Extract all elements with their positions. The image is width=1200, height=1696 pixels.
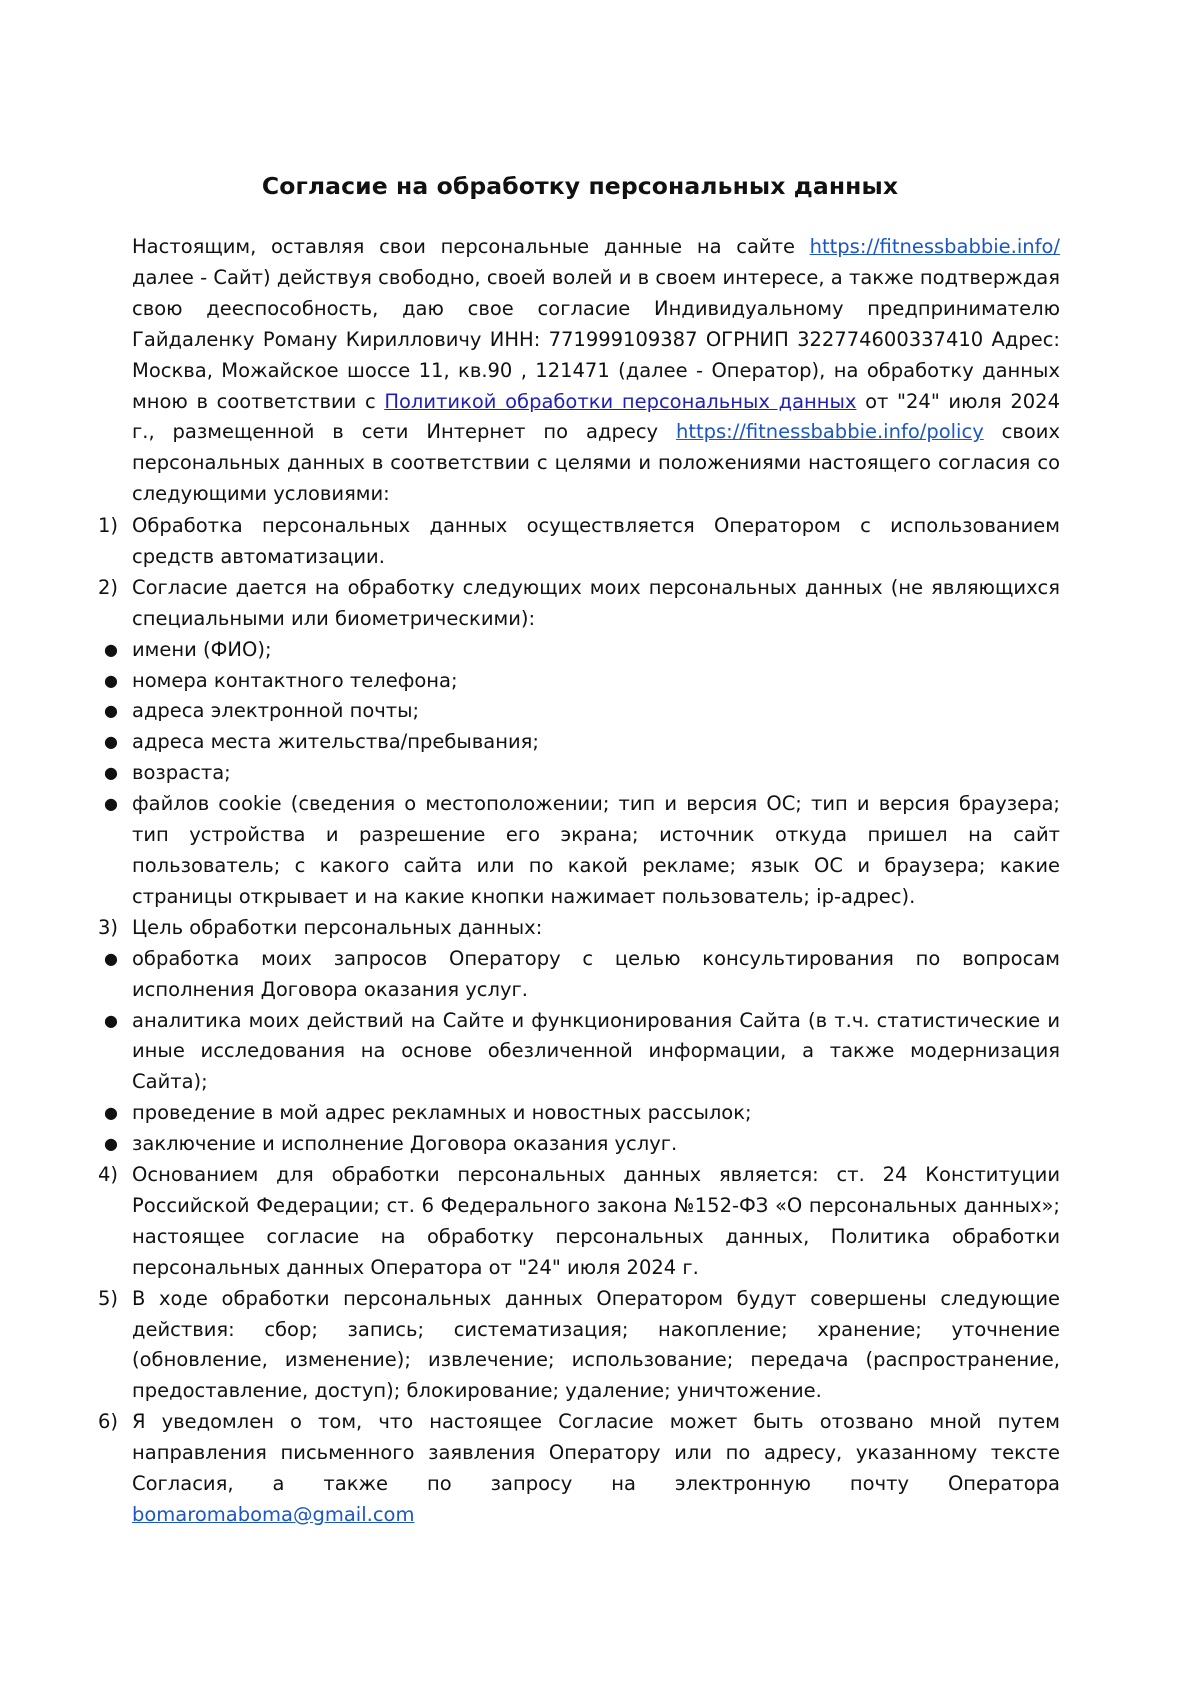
bullet-icon: ● (104, 763, 118, 783)
bullet-icon: ● (104, 670, 118, 690)
bullet-icon: ● (104, 1103, 118, 1123)
intro-text-2: далее - Сайт) действуя свободно, своей волей и в своем интересе, а также подтверждая свою дееспособность, даю свое согласие Индивидуальному предпринимателю Гайдаленку Роману Кирилловичу ИНН: 771999109387 ОГРНИП 322774600337410 Адрес: Москва, Можайское шоссе 11, кв.90 , 121471 (далее - Оператор), на обработку данных мною в соответствии с (132, 265, 1060, 413)
intro-text-1: Настоящим, оставляя свои персональные данные на сайте (132, 235, 810, 258)
bullet-icon: ● (104, 732, 118, 752)
bullet-item (98, 1006, 1060, 1099)
list-item-2 (98, 573, 1060, 635)
item-text: В ходе обработки персональных данных Оператором будут совершены следующие действия: сбор; запись; систематизация; накопление; хранение; уточнение (обновление, изменение); извлечение; использование; передача (распространение, предоставление, доступ); блокирование; удаление; уничтожение. (132, 1286, 1060, 1403)
item-number: 5) (98, 1286, 119, 1310)
bullet-item (98, 696, 1060, 727)
bullet-item (98, 635, 1060, 666)
item-text: заключение и исполнение Договора оказания услуг. (132, 1132, 678, 1156)
bullet-icon: ● (104, 1010, 118, 1030)
bullet-icon: ● (104, 639, 118, 659)
bullet-item (98, 666, 1060, 697)
bullet-icon: ● (104, 1134, 118, 1154)
item-text: адреса места жительства/пребывания; (132, 730, 539, 754)
item-text: имени (ФИО); (132, 637, 272, 661)
bullet-item (98, 758, 1060, 789)
intro-text-3: от "24" июля 2024 г., размещенной в сети Интернет по адресу (132, 389, 1060, 444)
bullet-icon: ● (104, 948, 118, 968)
bullet-item (98, 1098, 1060, 1129)
item-text: Согласие дается на обработку следующих моих персональных данных (не являющихся специальными или биометрическими): (132, 575, 1060, 630)
policy-link[interactable]: Политикой обработки персональных данных (384, 389, 857, 413)
intro-text-4: своих персональных данных в соответствии с целями и положениями настоящего согласия со следующими условиями: (132, 420, 1060, 506)
bullet-icon: ● (104, 794, 118, 814)
bullet-item (98, 727, 1060, 758)
site-link[interactable]: https://fitnessbabbie.info/ (809, 235, 1060, 258)
item-text: Основанием для обработки персональных данных является: ст. 24 Конституции Российской Федерации; ст. 6 Федерального закона №152-ФЗ «О персональных данных»; настоящее согласие на обработку персональных данных, Политика обработки персональных данных Оператора от "24" июля 2024 г. (132, 1163, 1060, 1279)
item-text: Я уведомлен о том, что настоящее Согласие может быть отозвано мной путем направления письменного заявления Оператору или по адресу, указанному тексте Согласия, а также по запросу на электронную почту Оператора (132, 1410, 1060, 1496)
bullet-item (98, 944, 1060, 1006)
bullet-item (98, 789, 1060, 913)
list-item-5 (98, 1284, 1060, 1408)
item-text: Обработка персональных данных осуществляется Оператором с использованием средств автоматизации. (132, 514, 1060, 568)
bullet-item (98, 1129, 1060, 1160)
conditions-list (98, 511, 1060, 1531)
list-item-1 (98, 511, 1060, 573)
list-item-3 (98, 913, 1060, 944)
item-number: 2) (98, 575, 119, 599)
item-text: Цель обработки персональных данных: (132, 915, 543, 939)
policy-url-link[interactable]: https://fitnessbabbie.info/policy (675, 420, 984, 444)
document-title: Согласие на обработку персональных данных (261, 172, 899, 200)
item-number: 1) (98, 514, 119, 537)
item-number: 4) (98, 1163, 119, 1187)
item-text: номера контактного телефона; (132, 668, 458, 692)
intro-paragraph (132, 232, 1060, 510)
item-text: аналитика моих действий на Сайте и функционирования Сайта (в т.ч. статистические и иные исследования на основе обезличенной информации, а также модернизация Сайта); (132, 1008, 1060, 1094)
item-number: 3) (98, 915, 119, 939)
list-item-6 (98, 1407, 1060, 1531)
item-text: проведение в мой адрес рекламных и новостных рассылок; (132, 1101, 752, 1125)
item-text: файлов cookie (сведения о местоположении; тип и версия ОС; тип и версия браузера; тип устройства и разрешение его экрана; источник откуда пришел на сайт пользователь; с какого сайта или по какой рекламе; язык ОС и браузера; какие страницы открывает и на какие кнопки нажимает пользователь; ip-адрес). (132, 792, 1060, 908)
item-text: обработка моих запросов Оператору с целью консультирования по вопросам исполнения Договора оказания услуг. (132, 946, 1060, 1001)
item-number: 6) (98, 1410, 119, 1434)
bullet-icon: ● (104, 701, 118, 721)
item-text: адреса электронной почты; (132, 699, 420, 723)
item-text: возраста; (132, 761, 231, 785)
list-item-4 (98, 1160, 1060, 1284)
email-link[interactable]: bomaromaboma@gmail.com (132, 1503, 415, 1526)
